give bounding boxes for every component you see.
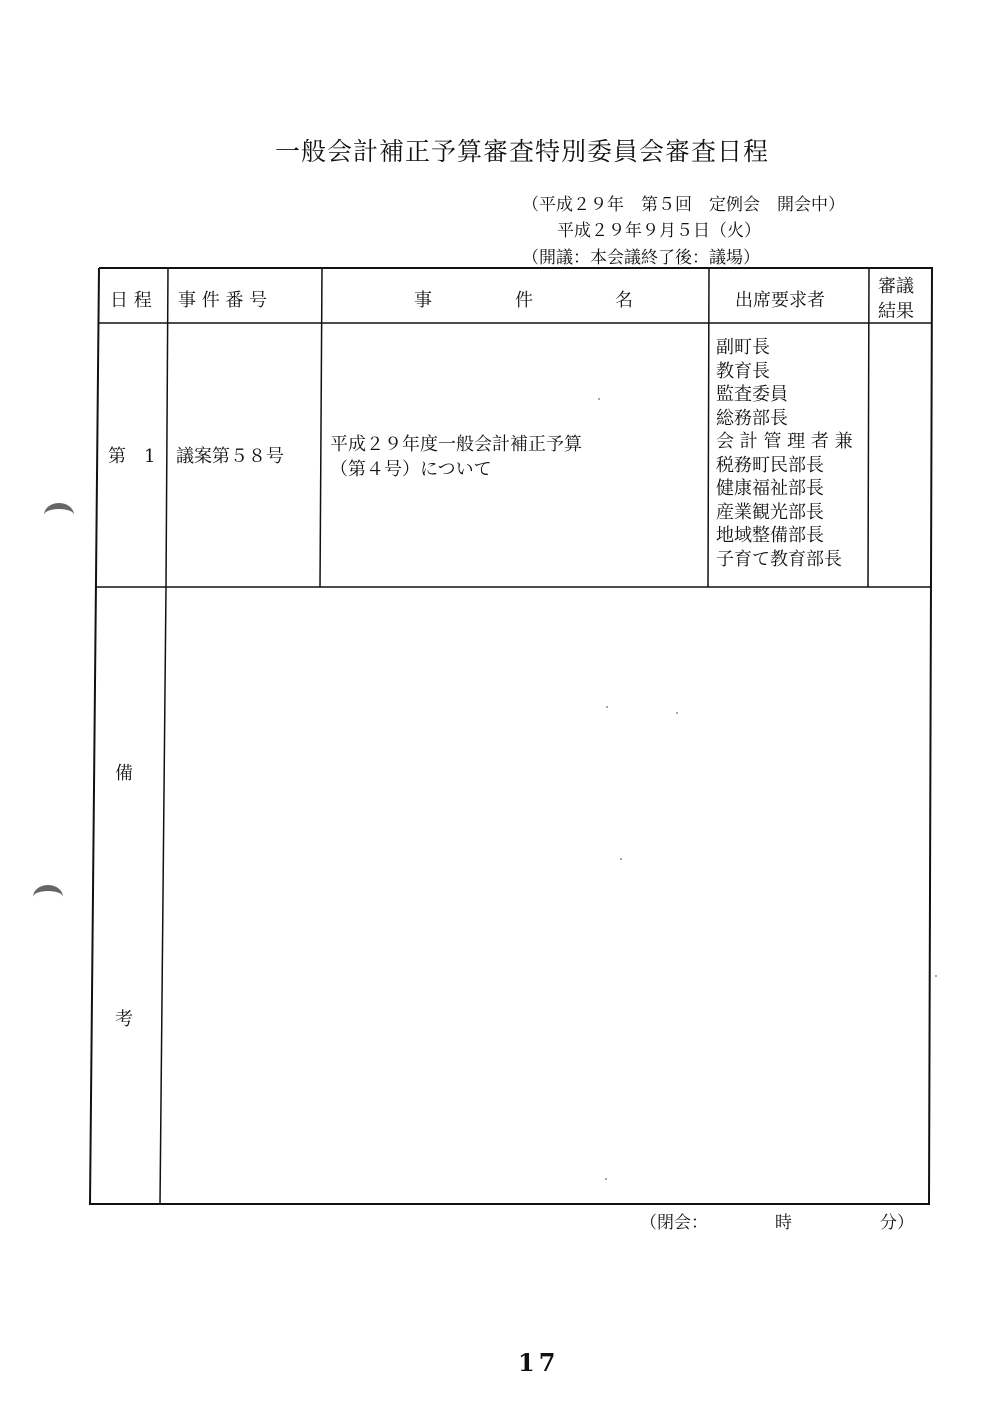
header-case-name-2: 件 [515, 290, 533, 311]
header-result-line1: 審議 [878, 276, 914, 297]
scan-speck [598, 398, 600, 400]
attendee: 教育長 [716, 360, 770, 382]
attendee-list [716, 336, 853, 571]
row-case-number: 議案第５８号 [176, 446, 284, 467]
punch-hole-mark [33, 885, 63, 909]
scan-speck [605, 1178, 607, 1180]
row-case-name-line1: 平成２９年度一般会計補正予算 [330, 434, 582, 455]
page-number: 17 [518, 1348, 560, 1377]
punch-hole-mark [44, 503, 74, 527]
attendee: 監査委員 [716, 384, 788, 405]
closing-minute: 分） [880, 1213, 914, 1233]
attendee: 子育て教育部長 [716, 548, 842, 570]
meeting-date: 平成２９年９月５日（火） [557, 221, 761, 241]
remarks-label-1: 備 [115, 763, 133, 784]
header-attendees: 出席要求者 [735, 290, 825, 311]
closing-hour: 時 [775, 1213, 792, 1233]
attendee: 産業観光部長 [716, 501, 824, 523]
remarks-label-2: 考 [115, 1009, 133, 1030]
attendee: 会 計 管 理 者 兼 [716, 431, 853, 452]
header-result-line2: 結果 [878, 301, 914, 322]
attendee: 地域整備部長 [716, 525, 824, 546]
header-case-name-1: 事 [414, 290, 432, 311]
row-schedule: 第 1 [108, 446, 156, 467]
scan-speck [676, 712, 678, 714]
attendee: 税務町民部長 [716, 454, 824, 476]
closing-prefix: （閉会： [640, 1213, 708, 1233]
opening-info: （開議：本会議終了後：議場） [522, 248, 760, 268]
row-case-name-line2: （第４号）について [330, 459, 492, 480]
header-case-number: 事 件 番 号 [178, 290, 268, 311]
document-title: 一般会計補正予算審査特別委員会審査日程 [274, 137, 769, 166]
header-case-name-3: 名 [615, 290, 633, 311]
scan-speck [620, 858, 622, 860]
scan-speck [935, 975, 937, 977]
session-info: （平成２９年 第５回 定例会 開会中） [522, 195, 845, 215]
header-schedule: 日 程 [110, 290, 152, 311]
scan-speck [606, 706, 608, 708]
attendee: 健康福祉部長 [716, 478, 824, 499]
attendee: 総務部長 [716, 407, 788, 429]
attendee: 副町長 [716, 337, 770, 358]
